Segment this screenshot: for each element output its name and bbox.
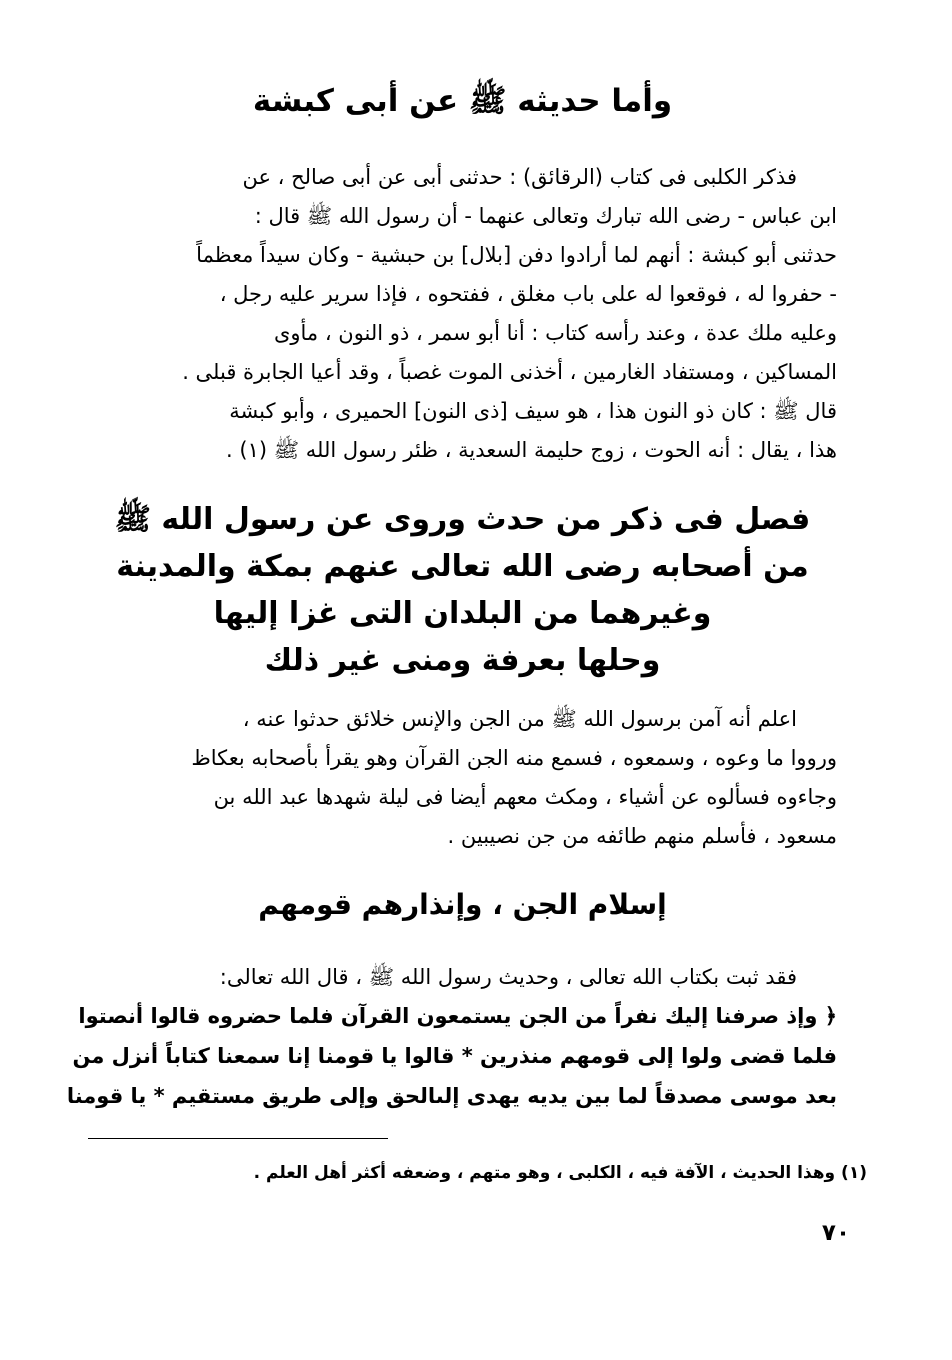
quran-verse <box>66 996 837 1116</box>
paragraph-1 <box>88 158 837 470</box>
paragraph-line: فقد ثبت بكتاب الله تعالى ، وحديث رسول الله ﷺ ، قال الله تعالى: <box>219 965 797 989</box>
paragraph-line: فذكر الكلبى فى كتاب (الرقائق) : حدثنى أبى عن أبى صالح ، عن <box>242 165 797 189</box>
paragraph-line: قال ﷺ : كان ذو النون هذا ، هو سيف [ذى النون] الحميرى ، وأبو كبشة <box>229 399 837 423</box>
section-heading-line: فصل فى ذكر من حدث وروى عن رسول الله ﷺ <box>114 502 811 537</box>
section-heading-line: من أصحابه رضى الله تعالى عنهم بمكة والمدينة <box>116 549 809 584</box>
paragraph-line: وجاءوه فسألوه عن أشياء ، ومكث معهم أيضا فى ليلة شهدها عبد الله بن <box>213 785 837 809</box>
paragraph-3 <box>88 958 837 997</box>
section-heading-line: وحلها بعرفة ومنى غير ذلك <box>264 643 661 678</box>
paragraph-2 <box>88 700 837 856</box>
heading-abu-kabsha: وأما حديثه ﷺ عن أبى كبشة <box>252 83 673 119</box>
paragraph-line: وعليه ملك عدة ، وعند رأسه كتاب : أنا أبو سمر ، ذو النون ، مأوى <box>273 321 837 345</box>
quran-line: ﴿ وإذ صرفنا إليك نفراً من الجن يستمعون القرآن فلما حضروه قالوا أنصتوا <box>78 1004 837 1028</box>
paragraph-line: اعلم أنه آمن برسول الله ﷺ من الجن والإنس خلائق حدثوا عنه ، <box>242 707 797 731</box>
quran-line: بعد موسى مصدقاً لما بين يديه يهدى إلىالحق وإلى طريق مستقيم * يا قومنا <box>66 1084 837 1108</box>
paragraph-line: هذا ، يقال : أنه الحوت ، زوج حليمة السعدية ، ظئر رسول الله ﷺ (١) . <box>226 438 837 462</box>
page-number: ٧٠ <box>821 1220 850 1246</box>
paragraph-line: المساكين ، ومستفاد الغارمين ، أخذنى الموت غصباً ، وقد أعيا الجابرة قبلى . <box>182 360 837 384</box>
footnote-divider <box>88 1138 388 1139</box>
section-heading <box>88 496 837 684</box>
paragraph-line: حدثنى أبو كبشة : أنهم لما أرادوا دفن [بلال] بن حبشية - وكان سيداً معظماً <box>196 243 837 267</box>
paragraph-line: ابن عباس - رضى الله تبارك وتعالى عنهما - أن رسول الله ﷺ قال : <box>254 204 837 228</box>
heading-jinn-islam: إسلام الجن ، وإنذارهم قومهم <box>258 888 667 921</box>
paragraph-line: ورووا ما وعوه ، وسمعوه ، فسمع منه الجن القرآن وهو يقرأ بأصحابه بعكاظ <box>191 746 837 770</box>
paragraph-line: - حفروا له ، فوقعوا له على باب مغلق ، ففتحوه ، فإذا سرير عليه رجل ، <box>219 282 837 306</box>
section-heading-line: وغيرهما من البلدان التى غزا إليها <box>213 596 712 631</box>
paragraph-line: مسعود ، فأسلم منهم طائفه من جن نصيبين . <box>447 824 837 848</box>
footnote: (١) وهذا الحديث ، الآفة فيه ، الكلبى ، وهو متهم ، وضعفه أكثر أهل العلم . <box>253 1163 867 1183</box>
quran-line: فلما قضى ولوا إلى قومهم منذرين * قالوا يا قومنا إنا سمعنا كتاباً أنزل من <box>72 1044 837 1068</box>
